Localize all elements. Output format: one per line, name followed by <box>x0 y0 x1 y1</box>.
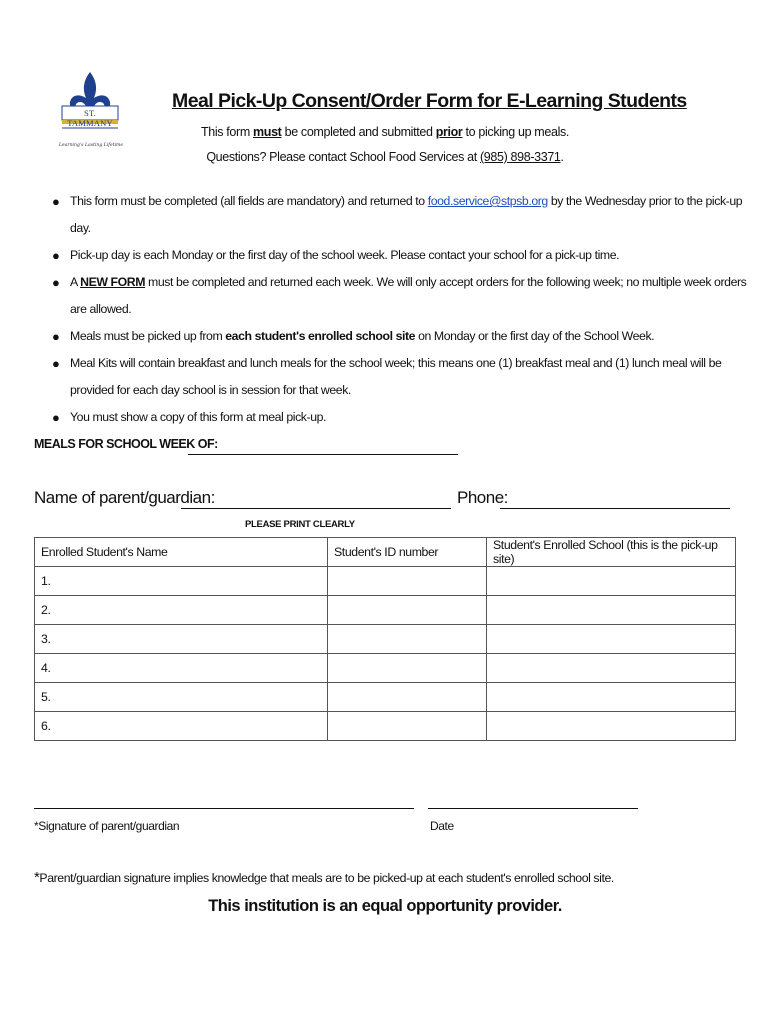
parent-name-field[interactable] <box>181 508 451 509</box>
instructions-list <box>48 188 748 431</box>
signature-footnote <box>34 869 614 886</box>
student-name-cell[interactable]: 5. <box>35 683 328 712</box>
bullet-icon: ● <box>52 248 60 263</box>
week-input-line[interactable] <box>188 454 458 455</box>
table-header-row <box>35 538 736 567</box>
student-id-cell[interactable] <box>328 625 487 654</box>
text-fragment: This form <box>200 125 254 139</box>
student-name-cell[interactable]: 1. <box>35 567 328 596</box>
text-fragment: A <box>70 275 81 289</box>
date-label: Date <box>430 819 454 833</box>
bullet-icon: ● <box>52 275 60 290</box>
text-fragment: . <box>560 150 564 164</box>
equal-opportunity-statement: This institution is an equal opportunity provider. <box>208 897 562 915</box>
signature-field[interactable] <box>34 808 414 809</box>
emphasis-school-site: each student's enrolled school site <box>225 329 416 343</box>
table-row <box>35 712 736 741</box>
student-id-cell[interactable] <box>328 654 487 683</box>
bullet-icon: ● <box>52 329 60 344</box>
st-tammany-logo <box>58 68 122 152</box>
student-school-cell[interactable] <box>487 683 736 712</box>
column-header: Student's Enrolled School (this is the pick-up site) <box>487 538 736 567</box>
contact-line <box>0 150 770 164</box>
phone-label: Phone: <box>457 488 508 507</box>
student-id-cell[interactable] <box>328 567 487 596</box>
logo-name-text: ST. TAMMANY <box>67 108 113 128</box>
student-school-cell[interactable] <box>487 625 736 654</box>
instruction-line <box>0 125 770 139</box>
bullet-icon: ● <box>52 356 60 371</box>
phone-field[interactable] <box>500 508 730 509</box>
text-fragment: Meal Kits will contain breakfast and lunch meals for the school week; this means one (1) breakfast meal and (1) lunch meal will be provided for each day school is in session for that week. <box>70 356 722 397</box>
email-link[interactable]: food.service@stpsb.org <box>427 194 548 208</box>
table-row <box>35 625 736 654</box>
student-name-cell[interactable]: 6. <box>35 712 328 741</box>
footnote-text: Parent/guardian signature implies knowledge that meals are to be picked-up at each student's enrolled school site. <box>39 871 614 885</box>
text-fragment: Questions? Please contact School Food Services at <box>206 150 480 164</box>
text-fragment: be completed and submitted <box>281 125 436 139</box>
print-clearly-note: PLEASE PRINT CLEARLY <box>245 519 355 530</box>
bullet-icon: ● <box>52 410 60 425</box>
text-fragment: You must show a copy of this form at meal pick-up. <box>70 410 327 424</box>
list-item <box>48 269 748 323</box>
bullet-icon: ● <box>52 194 60 209</box>
emphasis-must: must <box>253 125 282 139</box>
emphasis-prior: prior <box>435 125 463 139</box>
phone-number: (985) 898-3371 <box>479 150 561 164</box>
list-item <box>48 188 748 242</box>
student-id-cell[interactable] <box>328 596 487 625</box>
student-school-cell[interactable] <box>487 596 736 625</box>
students-table <box>34 537 736 741</box>
table-row <box>35 683 736 712</box>
student-school-cell[interactable] <box>487 712 736 741</box>
student-id-cell[interactable] <box>328 683 487 712</box>
student-id-cell[interactable] <box>328 712 487 741</box>
list-item <box>48 404 748 431</box>
signature-label: *Signature of parent/guardian <box>34 819 180 833</box>
form-title: Meal Pick-Up Consent/Order Form for E-Learning Students <box>172 90 687 112</box>
column-header: Enrolled Student's Name <box>35 538 328 567</box>
table-row <box>35 567 736 596</box>
text-fragment: by the Wednesday prior to the pick-up day. <box>70 194 743 235</box>
text-fragment: This form must be completed (all fields are mandatory) and returned to <box>70 194 428 208</box>
parent-name-label: Name of parent/guardian: <box>34 488 215 507</box>
student-name-cell[interactable]: 3. <box>35 625 328 654</box>
logo-tagline: Learning's Lasting Lifetime <box>58 143 124 148</box>
table-row <box>35 596 736 625</box>
text-fragment: to picking up meals. <box>462 125 570 139</box>
list-item <box>48 242 748 269</box>
student-name-cell[interactable]: 4. <box>35 654 328 683</box>
asterisk: * <box>34 869 40 886</box>
text-fragment: on Monday or the first day of the School Week. <box>415 329 655 343</box>
date-field[interactable] <box>428 808 638 809</box>
emphasis-new-form: NEW FORM <box>80 275 146 289</box>
list-item <box>48 350 748 404</box>
student-name-cell[interactable]: 2. <box>35 596 328 625</box>
text-fragment: Meals must be picked up from <box>70 329 226 343</box>
text-fragment: must be completed and returned each week. We will only accept orders for the following week; no multiple week orders are allowed. <box>70 275 747 316</box>
column-header: Student's ID number <box>328 538 487 567</box>
text-fragment: Pick-up day is each Monday or the first day of the school week. Please contact your school for a pick-up time. <box>70 248 620 262</box>
list-item <box>48 323 748 350</box>
week-label: MEALS FOR SCHOOL WEEK OF: <box>34 437 218 451</box>
student-school-cell[interactable] <box>487 567 736 596</box>
table-row <box>35 654 736 683</box>
student-school-cell[interactable] <box>487 654 736 683</box>
